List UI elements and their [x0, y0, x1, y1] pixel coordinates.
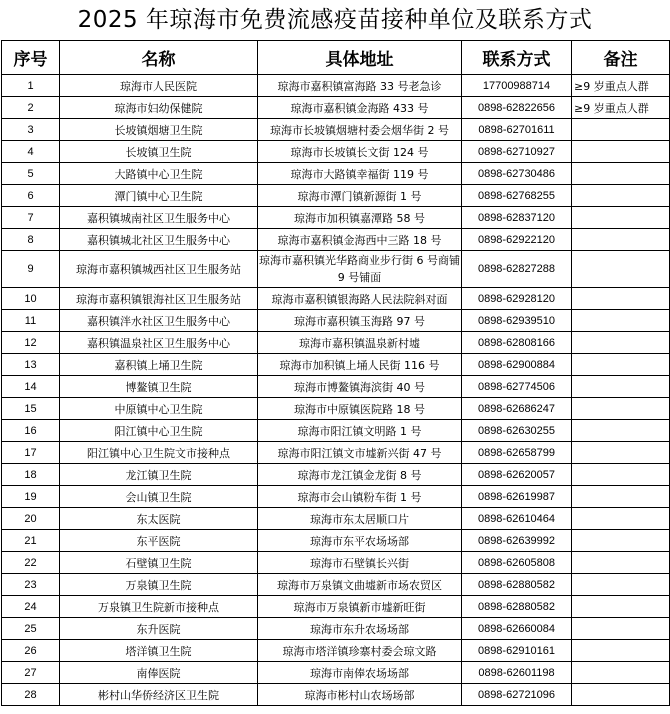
site-phone: 0898-62900884 [462, 354, 572, 376]
site-address: 琼海市嘉积镇富海路 33 号老急诊 [258, 75, 462, 97]
site-phone: 0898-62721096 [462, 684, 572, 706]
table-row [2, 185, 670, 207]
site-address: 琼海市大路镇幸福街 119 号 [258, 163, 462, 185]
table-row [2, 684, 670, 706]
site-phone: 0898-62630255 [462, 420, 572, 442]
row-number: 6 [2, 185, 60, 207]
row-number: 25 [2, 618, 60, 640]
row-number: 27 [2, 662, 60, 684]
site-address: 琼海市长坡镇长文街 124 号 [258, 141, 462, 163]
row-number: 16 [2, 420, 60, 442]
site-phone: 0898-62880582 [462, 596, 572, 618]
site-address: 琼海市加积镇上埇人民街 116 号 [258, 354, 462, 376]
site-note [572, 508, 670, 530]
site-note [572, 207, 670, 229]
site-phone: 0898-62601198 [462, 662, 572, 684]
site-note [572, 420, 670, 442]
site-phone: 0898-62837120 [462, 207, 572, 229]
site-phone: 0898-62939510 [462, 310, 572, 332]
site-phone: 0898-62710927 [462, 141, 572, 163]
site-phone: 0898-62827288 [462, 251, 572, 288]
site-note [572, 442, 670, 464]
row-number: 15 [2, 398, 60, 420]
table-row [2, 662, 670, 684]
site-name: 龙江镇卫生院 [60, 464, 258, 486]
table-row [2, 398, 670, 420]
row-number: 3 [2, 119, 60, 141]
site-name: 南俸医院 [60, 662, 258, 684]
site-name: 会山镇卫生院 [60, 486, 258, 508]
site-note [572, 486, 670, 508]
site-address: 琼海市中原镇医院路 18 号 [258, 398, 462, 420]
table-row [2, 207, 670, 229]
row-number: 7 [2, 207, 60, 229]
site-name: 阳江镇中心卫生院 [60, 420, 258, 442]
site-address: 琼海市石壁镇长兴街 [258, 552, 462, 574]
row-number: 4 [2, 141, 60, 163]
table-row [2, 508, 670, 530]
site-address: 琼海市长坡镇烟塘村委会烟华街 2 号 [258, 119, 462, 141]
site-note [572, 464, 670, 486]
site-name: 琼海市嘉积镇银海社区卫生服务站 [60, 288, 258, 310]
site-address: 琼海市龙江镇金龙街 8 号 [258, 464, 462, 486]
site-phone: 0898-62910161 [462, 640, 572, 662]
site-address: 琼海市东平农场场部 [258, 530, 462, 552]
site-phone: 0898-62660084 [462, 618, 572, 640]
site-address: 琼海市塔洋镇珍寨村委会琼文路 [258, 640, 462, 662]
site-name: 嘉积镇泮水社区卫生服务中心 [60, 310, 258, 332]
table-row [2, 442, 670, 464]
row-number: 14 [2, 376, 60, 398]
site-name: 琼海市人民医院 [60, 75, 258, 97]
table-row [2, 288, 670, 310]
row-number: 17 [2, 442, 60, 464]
site-phone: 0898-62928120 [462, 288, 572, 310]
table-row [2, 310, 670, 332]
row-number: 13 [2, 354, 60, 376]
site-note [572, 332, 670, 354]
vaccination-sites-table [1, 40, 670, 706]
site-note [572, 640, 670, 662]
row-number: 26 [2, 640, 60, 662]
site-address: 琼海市嘉积镇温泉新村墟 [258, 332, 462, 354]
site-note [572, 163, 670, 185]
site-name: 博鳌镇卫生院 [60, 376, 258, 398]
row-number: 24 [2, 596, 60, 618]
site-note [572, 618, 670, 640]
table-row [2, 596, 670, 618]
site-name: 阳江镇中心卫生院文市接种点 [60, 442, 258, 464]
site-phone: 0898-62922120 [462, 229, 572, 251]
row-number: 1 [2, 75, 60, 97]
table-row [2, 119, 670, 141]
header-no: 序号 [2, 41, 60, 75]
table-row [2, 141, 670, 163]
site-note [572, 574, 670, 596]
table-row [2, 251, 670, 288]
site-name: 嘉积镇城南社区卫生服务中心 [60, 207, 258, 229]
row-number: 20 [2, 508, 60, 530]
row-number: 23 [2, 574, 60, 596]
site-name: 塔洋镇卫生院 [60, 640, 258, 662]
site-phone: 0898-62619987 [462, 486, 572, 508]
site-name: 石壁镇卫生院 [60, 552, 258, 574]
site-address: 琼海市嘉积镇金海西中三路 18 号 [258, 229, 462, 251]
site-note [572, 596, 670, 618]
site-note: ≥9 岁重点人群 [572, 97, 670, 119]
site-note [572, 141, 670, 163]
row-number: 9 [2, 251, 60, 288]
table-row [2, 75, 670, 97]
row-number: 22 [2, 552, 60, 574]
row-number: 5 [2, 163, 60, 185]
site-phone: 0898-62605808 [462, 552, 572, 574]
site-name: 琼海市嘉积镇城西社区卫生服务站 [60, 251, 258, 288]
row-number: 12 [2, 332, 60, 354]
site-address: 琼海市嘉积镇金海路 433 号 [258, 97, 462, 119]
site-address: 琼海市会山镇粉车街 1 号 [258, 486, 462, 508]
site-note [572, 354, 670, 376]
row-number: 11 [2, 310, 60, 332]
site-phone: 0898-62639992 [462, 530, 572, 552]
table-row [2, 618, 670, 640]
table-row [2, 574, 670, 596]
table-row [2, 163, 670, 185]
table-body [2, 75, 670, 706]
site-address: 琼海市万泉镇新市墟新旺街 [258, 596, 462, 618]
site-note: ≥9 岁重点人群 [572, 75, 670, 97]
site-address: 琼海市阳江镇文市墟新兴街 47 号 [258, 442, 462, 464]
site-address: 琼海市阳江镇文明路 1 号 [258, 420, 462, 442]
site-address: 琼海市博鳌镇海滨街 40 号 [258, 376, 462, 398]
site-name: 潭门镇中心卫生院 [60, 185, 258, 207]
site-phone: 0898-62610464 [462, 508, 572, 530]
site-note [572, 185, 670, 207]
site-name: 琼海市妇幼保健院 [60, 97, 258, 119]
row-number: 28 [2, 684, 60, 706]
site-note [572, 398, 670, 420]
site-note [572, 251, 670, 288]
site-phone: 0898-62774506 [462, 376, 572, 398]
site-name: 长坡镇卫生院 [60, 141, 258, 163]
site-note [572, 229, 670, 251]
row-number: 10 [2, 288, 60, 310]
site-note [572, 119, 670, 141]
site-address: 琼海市万泉镇文曲墟新市场农贸区 [258, 574, 462, 596]
site-phone: 0898-62880582 [462, 574, 572, 596]
table-row [2, 640, 670, 662]
site-phone: 0898-62620057 [462, 464, 572, 486]
table-row [2, 332, 670, 354]
site-address: 琼海市南俸农场场部 [258, 662, 462, 684]
site-name: 嘉积镇温泉社区卫生服务中心 [60, 332, 258, 354]
table-row [2, 354, 670, 376]
site-name: 彬村山华侨经济区卫生院 [60, 684, 258, 706]
table-row [2, 464, 670, 486]
site-phone: 0898-62686247 [462, 398, 572, 420]
site-name: 大路镇中心卫生院 [60, 163, 258, 185]
site-name: 东平医院 [60, 530, 258, 552]
site-phone: 0898-62768255 [462, 185, 572, 207]
table-row [2, 376, 670, 398]
site-note [572, 530, 670, 552]
site-note [572, 662, 670, 684]
site-address: 琼海市嘉积镇玉海路 97 号 [258, 310, 462, 332]
site-name: 长坡镇烟塘卫生院 [60, 119, 258, 141]
site-note [572, 376, 670, 398]
site-name: 中原镇中心卫生院 [60, 398, 258, 420]
site-address: 琼海市加积镇嘉潭路 58 号 [258, 207, 462, 229]
table-row [2, 420, 670, 442]
table-row [2, 97, 670, 119]
row-number: 19 [2, 486, 60, 508]
site-address: 琼海市东太居顺口片 [258, 508, 462, 530]
row-number: 18 [2, 464, 60, 486]
site-note [572, 310, 670, 332]
row-number: 21 [2, 530, 60, 552]
site-note [572, 684, 670, 706]
site-phone: 17700988714 [462, 75, 572, 97]
site-name: 东升医院 [60, 618, 258, 640]
header-address: 具体地址 [258, 41, 462, 75]
table-header-row [2, 41, 670, 75]
site-name: 万泉镇卫生院 [60, 574, 258, 596]
site-note [572, 288, 670, 310]
header-name: 名称 [60, 41, 258, 75]
site-phone: 0898-62822656 [462, 97, 572, 119]
site-address: 琼海市东升农场场部 [258, 618, 462, 640]
site-address: 琼海市彬村山农场场部 [258, 684, 462, 706]
site-phone: 0898-62730486 [462, 163, 572, 185]
site-phone: 0898-62701611 [462, 119, 572, 141]
page-title: 2025 年琼海市免费流感疫苗接种单位及联系方式 [77, 7, 593, 33]
site-address: 琼海市嘉积镇光华路商业步行街 6 号商铺 9 号铺面 [258, 251, 462, 288]
table-row [2, 530, 670, 552]
site-phone: 0898-62808166 [462, 332, 572, 354]
site-note [572, 552, 670, 574]
table-row [2, 486, 670, 508]
site-name: 嘉积镇城北社区卫生服务中心 [60, 229, 258, 251]
site-address: 琼海市潭门镇新源街 1 号 [258, 185, 462, 207]
table-row [2, 229, 670, 251]
site-name: 万泉镇卫生院新市接种点 [60, 596, 258, 618]
site-phone: 0898-62658799 [462, 442, 572, 464]
header-note: 备注 [572, 41, 670, 75]
row-number: 8 [2, 229, 60, 251]
site-name: 嘉积镇上埇卫生院 [60, 354, 258, 376]
row-number: 2 [2, 97, 60, 119]
header-phone: 联系方式 [462, 41, 572, 75]
table-row [2, 552, 670, 574]
site-address: 琼海市嘉积镇银海路人民法院斜对面 [258, 288, 462, 310]
site-name: 东太医院 [60, 508, 258, 530]
